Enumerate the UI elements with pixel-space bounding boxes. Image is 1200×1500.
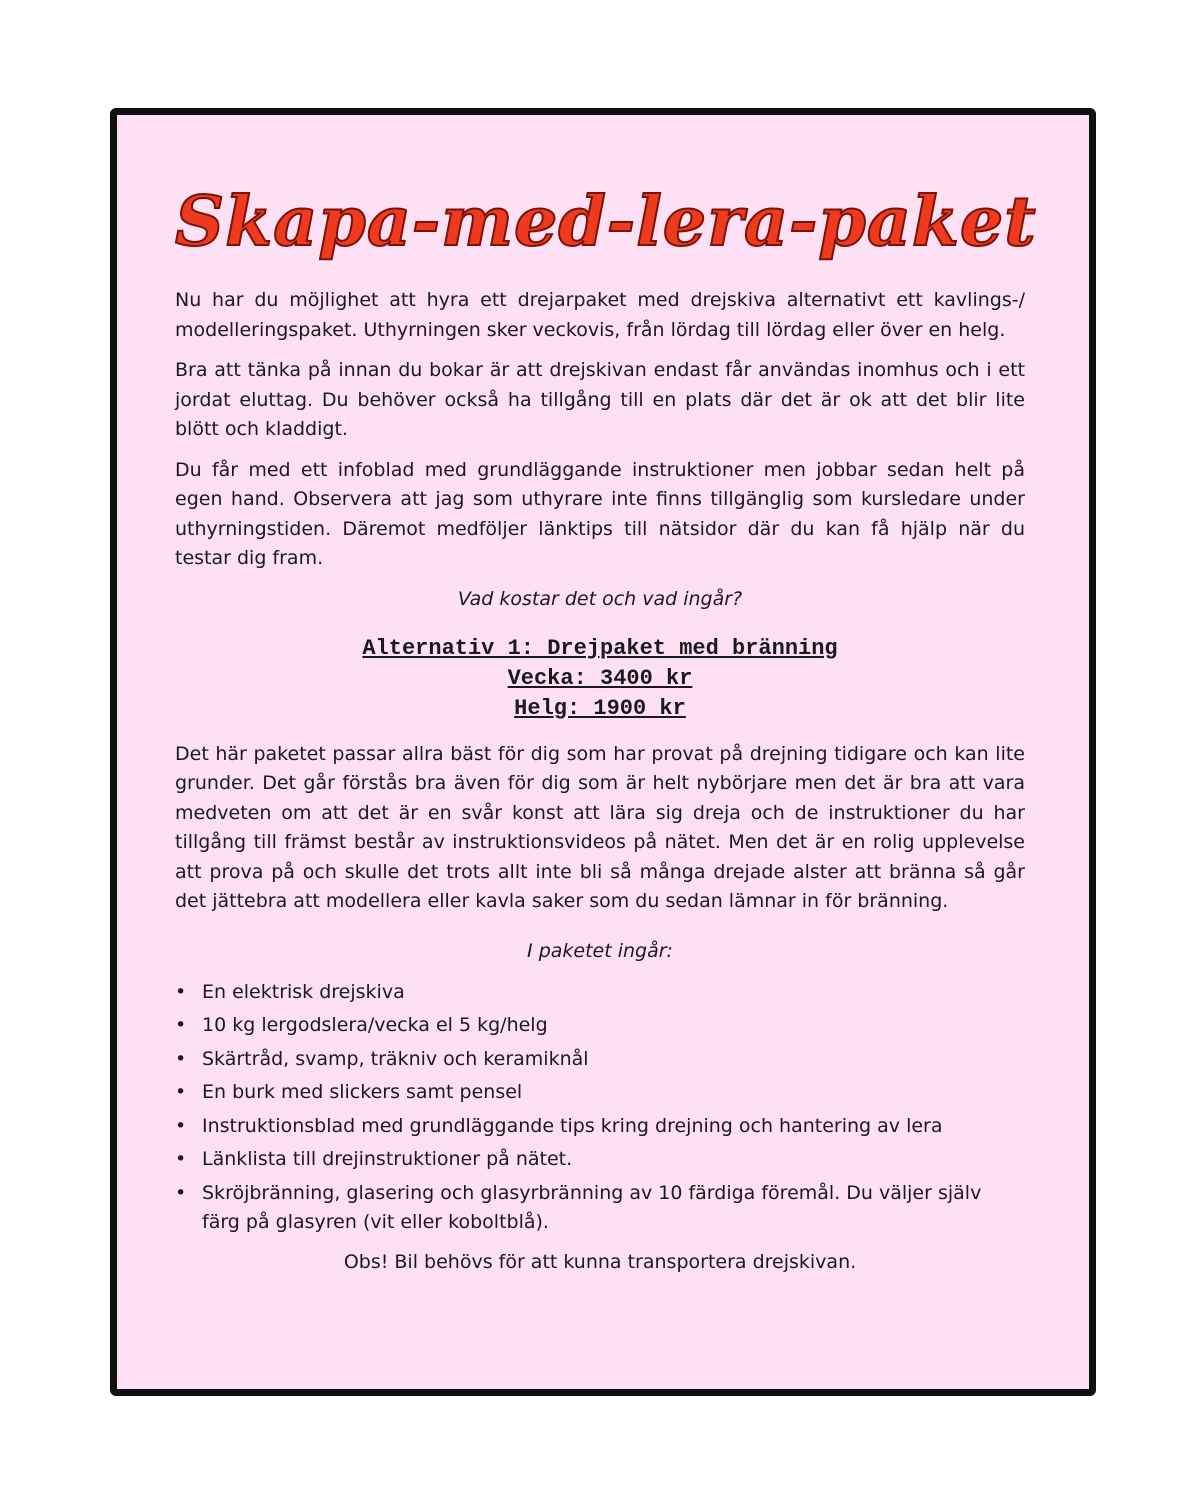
bullet: • xyxy=(175,1148,187,1170)
list-item-text: 10 kg lergodslera/vecka el 5 kg/helg xyxy=(202,1014,548,1036)
list-item-text: Instruktionsblad med grundläggande tips kring drejning och hantering av lera xyxy=(202,1114,943,1137)
intro-paragraph-1: Nu har du möjlighet att hyra ett drejarpaket med drejskiva alternativt ett kavlings-/ modelleringspaket. Uthyrningen sker veckovis, från lördag till lördag eller över en helg. xyxy=(175,289,1025,341)
package-description: Det här paketet passar allra bäst för dig som har provat på drejning tidigare och kan lite grunder. Det går förstås bra även för dig som är helt nybörjare men det är bra att vara medveten om att det är en svår konst att lära sig dreja och de instruktioner du har tillgång till främst består av instruktionsvideos på nätet. Men det är en rolig upplevelse att prova på och skulle det trots allt inte bli så många drejade alster att bränna så går det jättebra att modellera eller kavla saker som du sedan lämnar in för bränning. xyxy=(175,742,1025,912)
alternative-block xyxy=(175,634,1025,724)
bullet: • xyxy=(175,1181,187,1204)
list-item xyxy=(175,1078,1025,1108)
document-content xyxy=(175,180,1037,1277)
intro-paragraph-2: Bra att tänka på innan du bokar är att drejskivan endast får användas inomhus och i ett jordat eluttag. Du behöver också ha tillgång till en plats där det är ok att det blir lite blött och kladdigt. xyxy=(175,359,1025,440)
list-item xyxy=(175,1179,1025,1238)
bullet: • xyxy=(175,980,187,1003)
list-item-text: En burk med slickers samt pensel xyxy=(202,1081,523,1103)
bullet: • xyxy=(175,1014,187,1036)
document-title: Skapa-med-lera-paket xyxy=(175,182,1037,262)
intro-paragraph-3: Du får med ett infoblad med grundläggande instruktioner men jobbar sedan helt på egen hand. Observera att jag som uthyrare inte finns tillgänglig som kursledare under uthyrningstiden. Däremot medföljer länktips till nätsidor där du kan få hjälp när du testar dig fram. xyxy=(175,458,1025,569)
bullet: • xyxy=(175,1047,187,1070)
list-item-text: Länklista till drejinstruktioner på nätet. xyxy=(202,1148,573,1170)
list-item-text: En elektrisk drejskiva xyxy=(202,980,405,1003)
list-item xyxy=(175,978,1025,1008)
alternative-name: Alternativ 1: Drejpaket med bränning xyxy=(362,635,838,661)
price-question: Vad kostar det och vad ingår? xyxy=(457,587,743,610)
includes-heading: I paketet ingår: xyxy=(527,939,673,962)
bullet: • xyxy=(175,1081,187,1103)
list-item xyxy=(175,1145,1025,1175)
list-item xyxy=(175,1045,1025,1075)
bullet: • xyxy=(175,1114,187,1137)
list-item-text: Skröjbränning, glasering och glasyrbränning av 10 färdiga föremål. Du väljer själv färg på glasyren (vit eller koboltblå). xyxy=(202,1181,982,1233)
list-item xyxy=(175,1011,1025,1041)
includes-list xyxy=(175,978,1025,1238)
transport-note: Obs! Bil behövs för att kunna transportera drejskivan. xyxy=(343,1250,857,1273)
weekend-price: Helg: 1900 kr xyxy=(514,695,686,721)
list-item-text: Skärtråd, svamp, träkniv och keramiknål xyxy=(202,1047,589,1070)
week-price: Vecka: 3400 kr xyxy=(507,665,693,691)
list-item xyxy=(175,1112,1025,1142)
